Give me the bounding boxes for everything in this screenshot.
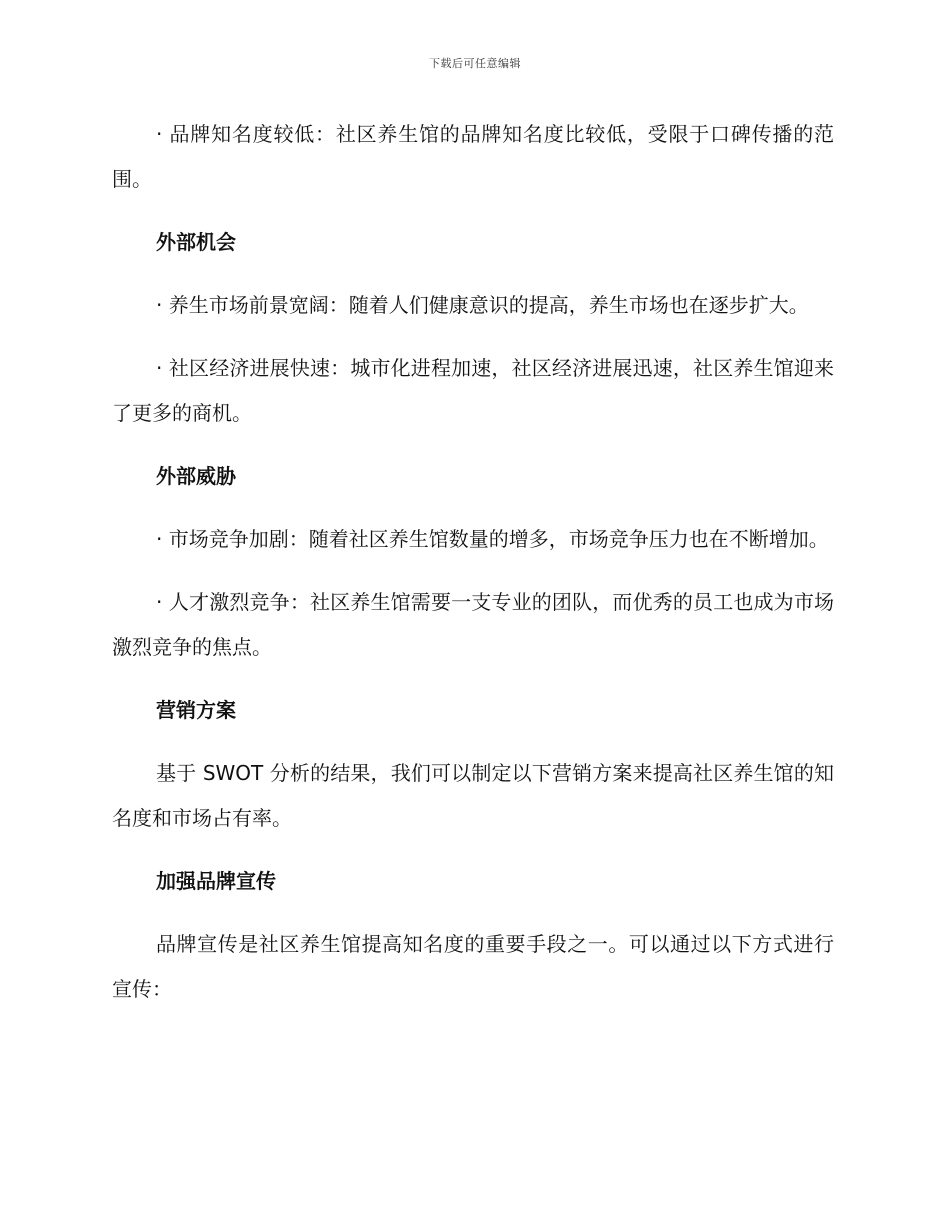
document-body — [112, 112, 834, 1030]
page-header: 下载后可任意编辑 — [429, 57, 521, 70]
paragraph-market-prospect: · 养生市场前景宽阔：随着人们健康意识的提高，养生市场也在逐步扩大。 — [156, 293, 809, 317]
heading-marketing-plan: 营销方案 — [156, 698, 236, 722]
paragraph-market-competition: · 市场竞争加剧：随着社区养生馆数量的增多，市场竞争压力也在不断增加。 — [156, 527, 829, 551]
paragraph-community-economy: · 社区经济进展快速：城市化进程加速，社区经济进展迅速，社区养生馆迎来了更多的商机。 — [112, 356, 834, 425]
paragraph-talent-competition: · 人才激烈竞争：社区养生馆需要一支专业的团队，而优秀的员工也成为市场激烈竞争的焦点。 — [112, 590, 834, 659]
paragraph-promotion-methods: 品牌宣传是社区养生馆提高知名度的重要手段之一。可以通过以下方式进行宣传： — [112, 932, 834, 1001]
heading-external-opportunities: 外部机会 — [156, 230, 236, 254]
paragraph-swot-based-plan: 基于 SWOT 分析的结果，我们可以制定以下营销方案来提高社区养生馆的知名度和市场占有率。 — [112, 761, 834, 830]
heading-brand-promotion: 加强品牌宣传 — [156, 869, 276, 893]
heading-external-threats: 外部威胁 — [156, 464, 236, 488]
paragraph-brand-awareness: · 品牌知名度较低：社区养生馆的品牌知名度比较低，受限于口碑传播的范围。 — [112, 122, 834, 191]
